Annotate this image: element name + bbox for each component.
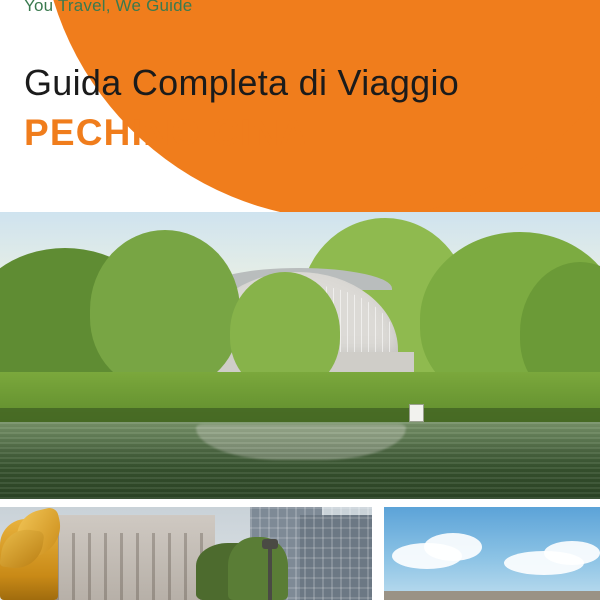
- bottom-photo-strip: [0, 507, 600, 600]
- destination-title: PECHINO CINA: [24, 112, 308, 153]
- bottom-right-photo: [384, 507, 600, 600]
- water-ripples: [0, 422, 600, 499]
- bottom-left-photo: [0, 507, 372, 600]
- cover-header: [0, 0, 600, 212]
- tagline: You Travel, We Guide: [24, 0, 193, 15]
- park-sign: [409, 404, 424, 422]
- tree-cluster: [228, 537, 288, 600]
- classical-building-columns: [40, 533, 215, 600]
- page-title: Guida Completa di Viaggio: [24, 62, 460, 103]
- tree-cluster: [90, 230, 240, 390]
- cloud: [424, 533, 482, 561]
- street-lamp-head: [262, 539, 278, 549]
- hero-photo: [0, 212, 600, 499]
- street-lamp-post: [268, 545, 272, 600]
- cloud: [544, 541, 600, 565]
- photo-divider: [0, 499, 600, 507]
- horizon-ground: [384, 591, 600, 600]
